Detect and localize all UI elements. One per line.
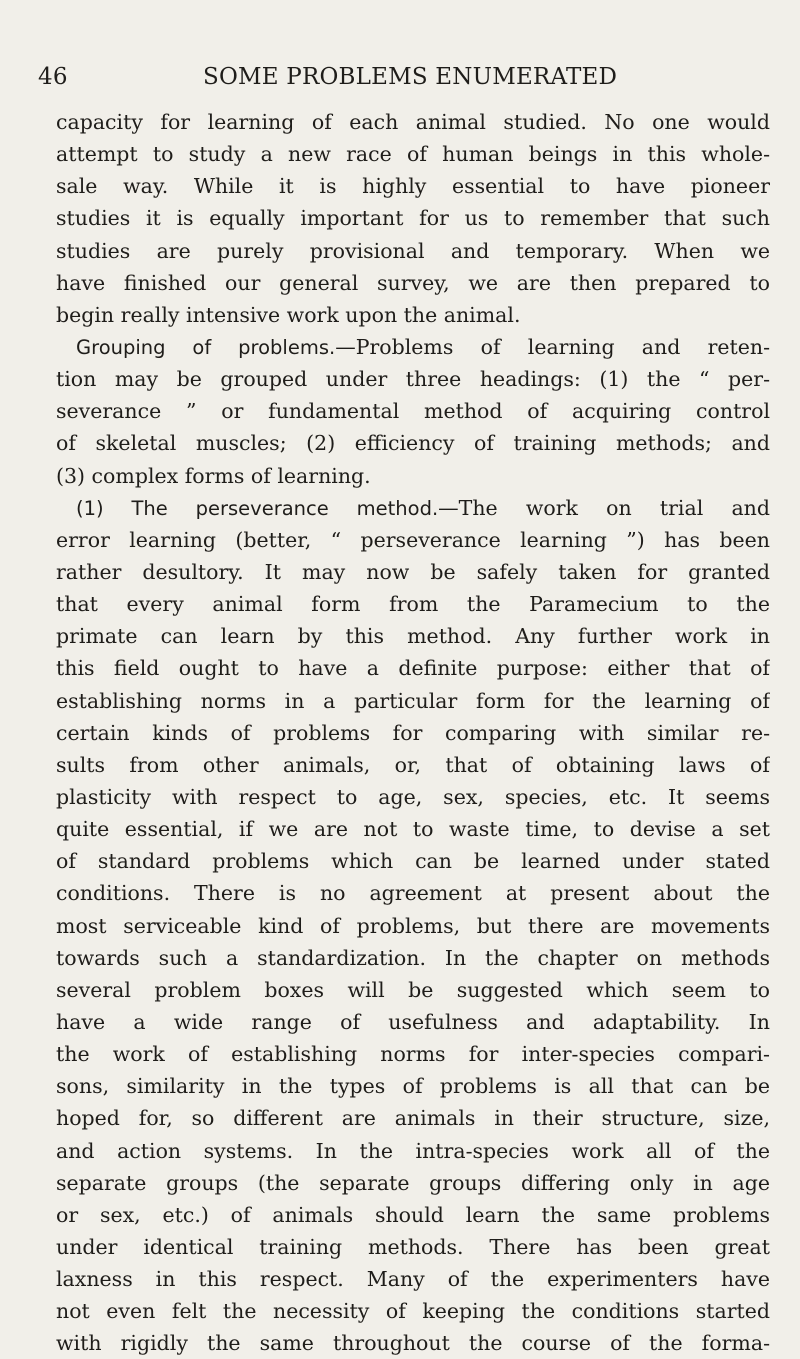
text-line: severance ” or fundamental method of acquiring control: [56, 399, 770, 424]
text-line: certain kinds of problems for comparing with similar re-: [56, 720, 770, 745]
text-line: error learning (better, “ perseverance learning ”) has been: [56, 527, 770, 552]
text-line: rather desultory. It may now be safely taken for granted: [56, 559, 770, 584]
text-line: tion may be grouped under three headings: (1) the “ per-: [56, 367, 770, 392]
text-line: most serviceable kind of problems, but there are movements: [56, 913, 770, 938]
text-run: —The work on trial and: [438, 495, 770, 520]
text-line: or sex, etc.) of animals should learn the same problems: [56, 1202, 770, 1227]
text-line: have a wide range of usefulness and adaptability. In: [56, 1009, 770, 1034]
text-line: laxness in this respect. Many of the experimenters have: [56, 1267, 770, 1292]
body-text: [56, 106, 770, 1359]
text-line: with rigidly the same throughout the course of the forma-: [56, 1331, 770, 1356]
text-line: attempt to study a new race of human beings in this whole-: [56, 142, 770, 167]
text-line: sale way. While it is highly essential to have pioneer: [56, 174, 770, 199]
text-line: (3) complex forms of learning.: [56, 463, 371, 488]
page-number: 46: [38, 64, 68, 90]
text-line: and action systems. In the intra-species work all of the: [56, 1138, 770, 1163]
text-line: sults from other animals, or, that of obtaining laws of: [56, 752, 770, 777]
text-line: [56, 331, 770, 363]
text-line: conditions. There is no agreement at present about the: [56, 881, 770, 906]
text-line: that every animal form from the Paramecium to the: [56, 592, 770, 617]
text-line: capacity for learning of each animal studied. No one would: [56, 110, 770, 134]
text-line: towards such a standardization. In the chapter on methods: [56, 945, 770, 970]
text-line: [56, 492, 770, 524]
paragraph-1: [56, 106, 770, 331]
paragraph-3: [56, 492, 770, 1359]
text-line: begin really intensive work upon the animal.: [56, 302, 521, 327]
paragraph-heading: Grouping of problems.: [76, 335, 336, 359]
text-line: under identical training methods. There has been great: [56, 1234, 770, 1259]
text-line: studies it is equally important for us to remember that such: [56, 206, 770, 231]
text-line: have finished our general survey, we are then prepared to: [56, 270, 770, 295]
text-line: several problem boxes will be suggested which seem to: [56, 977, 770, 1002]
text-line: sons, similarity in the types of problems is all that can be: [56, 1074, 770, 1099]
text-line: separate groups (the separate groups differing only in age: [56, 1170, 770, 1195]
text-line: primate can learn by this method. Any further work in: [56, 624, 770, 649]
text-run: —Problems of learning and reten-: [335, 334, 770, 359]
paragraph-2: [56, 331, 770, 492]
text-line: plasticity with respect to age, sex, species, etc. It seems: [56, 784, 770, 809]
text-line: quite essential, if we are not to waste time, to devise a set: [56, 817, 770, 842]
text-line: establishing norms in a particular form for the learning of: [56, 688, 770, 713]
text-line: of standard problems which can be learned under stated: [56, 849, 770, 874]
text-line: this field ought to have a definite purpose: either that of: [56, 656, 770, 681]
text-line: the work of establishing norms for inter-species compari-: [56, 1042, 770, 1067]
running-head: [38, 60, 768, 94]
running-title: SOME PROBLEMS ENUMERATED: [203, 64, 618, 90]
paragraph-heading: (1) The perseverance method.: [76, 496, 439, 520]
text-line: hoped for, so different are animals in their structure, size,: [56, 1106, 770, 1131]
text-line: of skeletal muscles; (2) efficiency of training methods; and: [56, 431, 770, 456]
text-line: studies are purely provisional and temporary. When we: [56, 238, 770, 263]
text-line: not even felt the necessity of keeping the conditions started: [56, 1299, 770, 1324]
